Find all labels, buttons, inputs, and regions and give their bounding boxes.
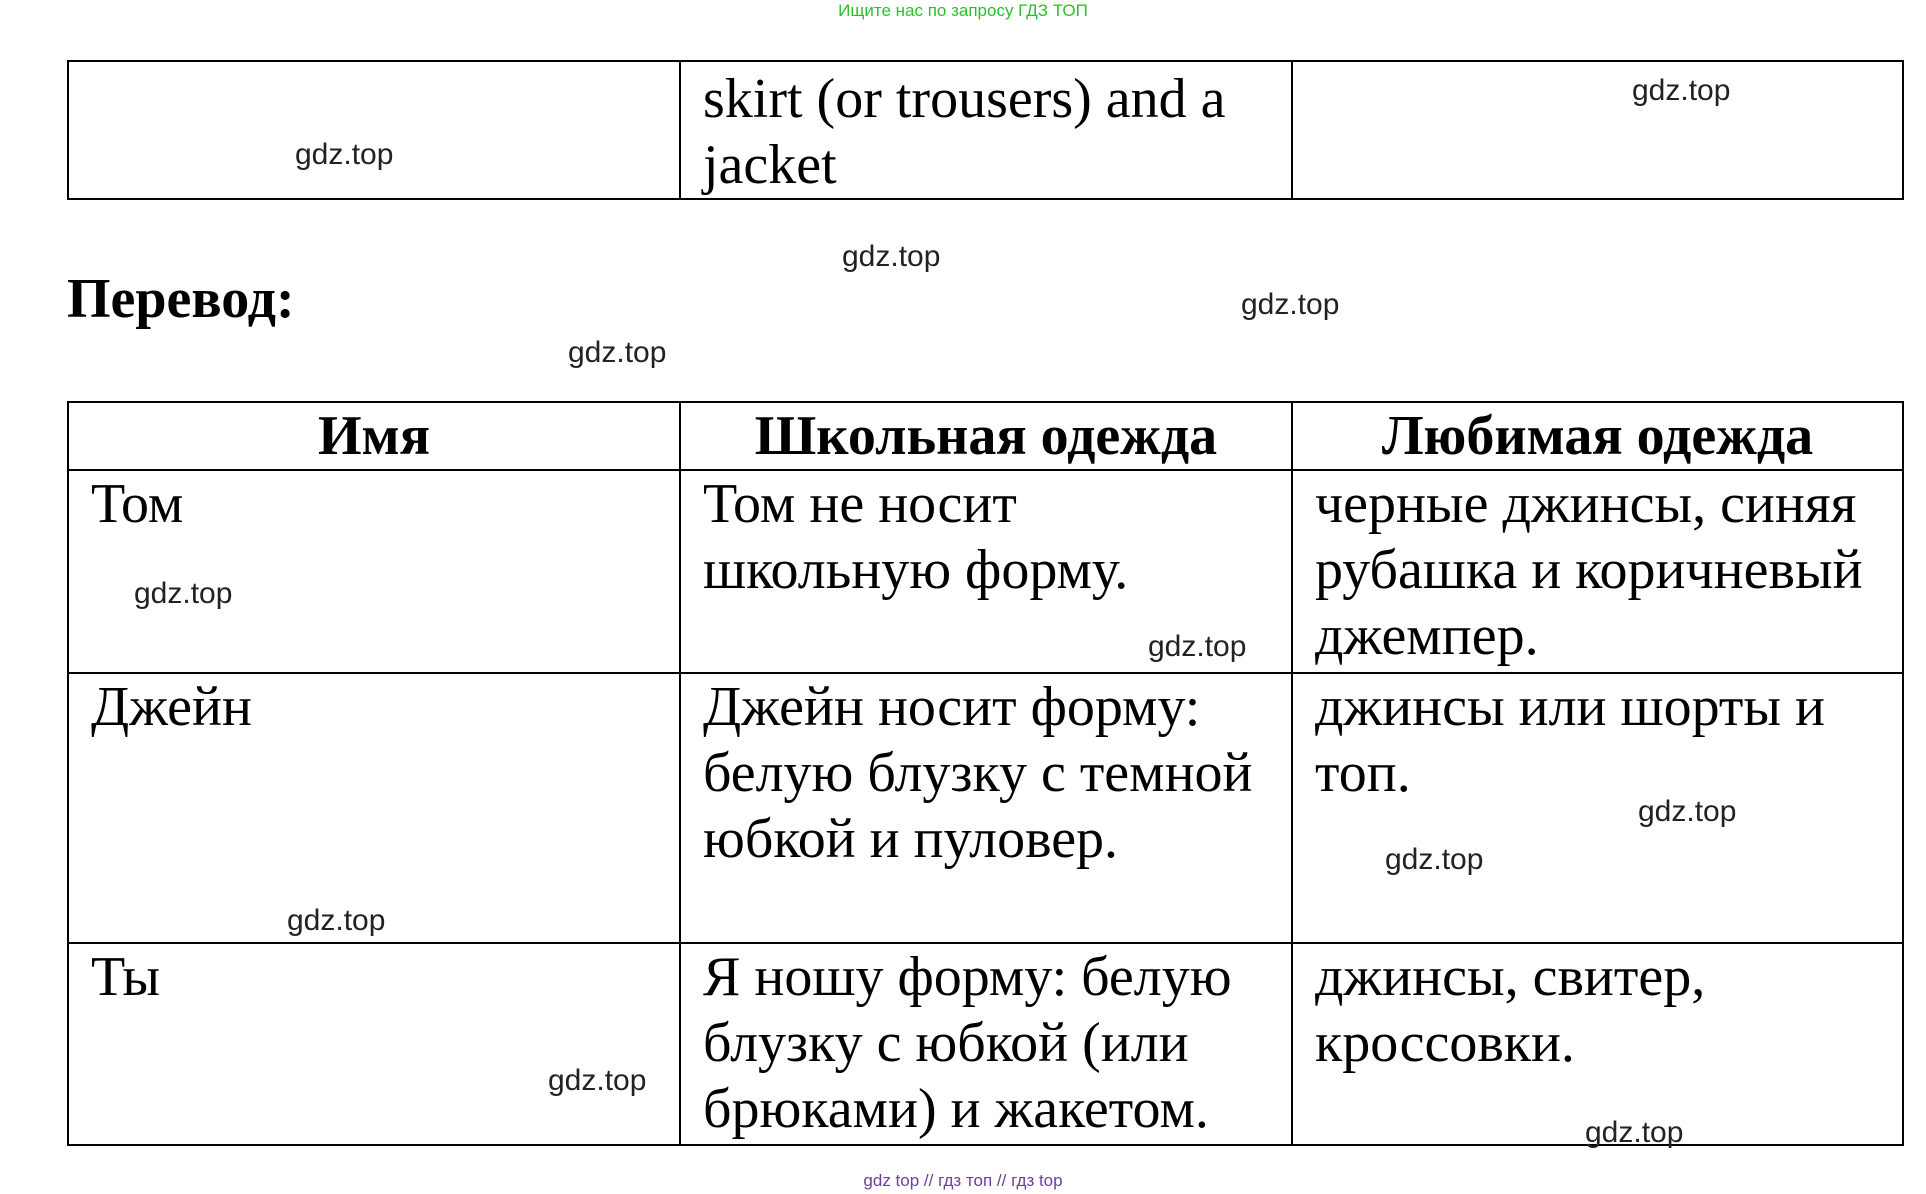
table-row: [68, 61, 1903, 199]
footer-watermark: gdz top // гдз топ // гдз top: [863, 1171, 1063, 1190]
top-table: [67, 60, 1904, 200]
table-cell: [68, 61, 680, 199]
watermark: gdz.top: [295, 138, 394, 171]
translation-table: [67, 401, 1904, 1146]
top-banner: Ищите нас по запросу ГДЗ ТОП: [838, 1, 1088, 20]
table-cell: Том не носит школьную форму.: [680, 470, 1292, 673]
table-header-row: [68, 402, 1903, 470]
table-cell: Ты: [68, 943, 680, 1145]
column-header-school-clothes: Школьная одежда: [680, 402, 1292, 470]
watermark: gdz.top: [134, 577, 233, 610]
watermark: gdz.top: [1241, 288, 1340, 321]
translation-heading: Перевод:: [67, 268, 295, 330]
watermark: gdz.top: [1585, 1116, 1684, 1149]
table-cell: джинсы или шорты и топ.: [1292, 673, 1903, 943]
table-cell: черные джинсы, синяя рубашка и коричневый джемпер.: [1292, 470, 1903, 673]
table-cell: Джейн: [68, 673, 680, 943]
watermark: gdz.top: [1385, 843, 1484, 876]
watermark: gdz.top: [1148, 630, 1247, 663]
table-row: [68, 943, 1903, 1145]
table-cell: Я ношу форму: белую блузку с юбкой (или брюками) и жакетом.: [680, 943, 1292, 1145]
table-cell: Джейн носит форму: белую блузку с темной юбкой и пуловер.: [680, 673, 1292, 943]
table-cell: Том: [68, 470, 680, 673]
table-cell: skirt (or trousers) and a jacket: [680, 61, 1292, 199]
table-cell: [1292, 61, 1903, 199]
column-header-favourite-clothes: Любимая одежда: [1292, 402, 1903, 470]
watermark: gdz.top: [568, 336, 667, 369]
table-row: [68, 673, 1903, 943]
watermark: gdz.top: [548, 1064, 647, 1097]
watermark: gdz.top: [842, 240, 941, 273]
table-cell: джинсы, свитер, кроссовки.: [1292, 943, 1903, 1145]
column-header-name: Имя: [68, 402, 680, 470]
watermark: gdz.top: [1638, 795, 1737, 828]
table-row: [68, 470, 1903, 673]
watermark: gdz.top: [287, 904, 386, 937]
watermark: gdz.top: [1632, 74, 1731, 107]
